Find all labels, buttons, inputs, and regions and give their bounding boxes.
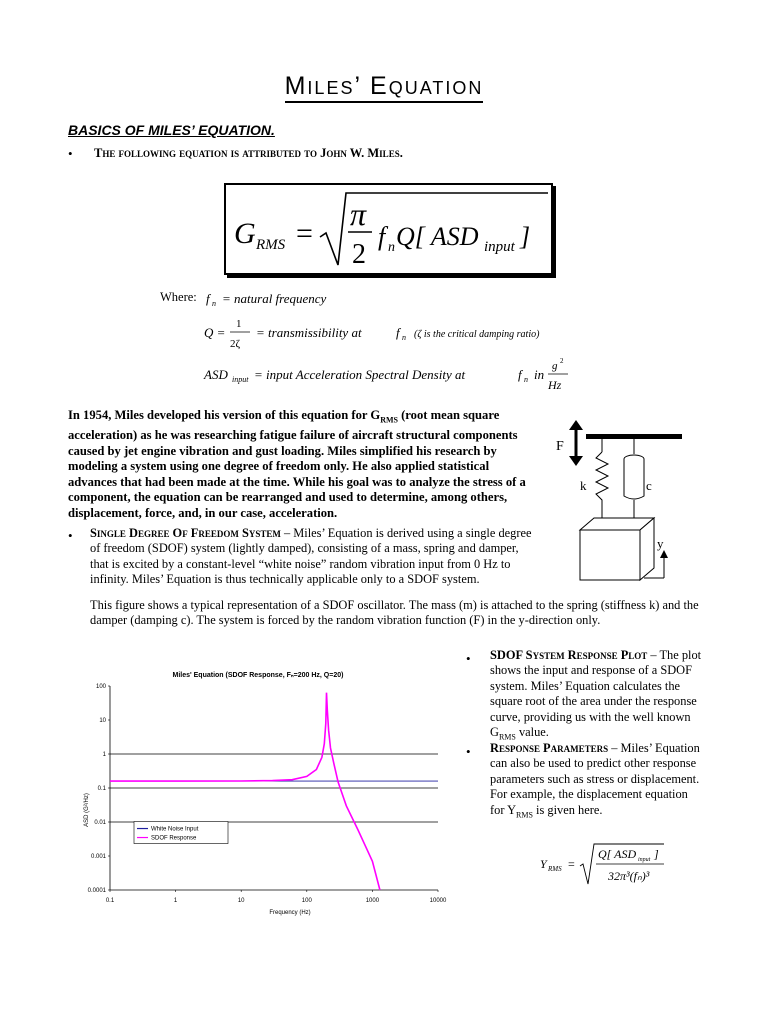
def-q-note: (ζ is the critical damping ratio): [414, 329, 540, 340]
def-asd-text: = input Acceleration Spectral Density at: [254, 367, 466, 382]
y-arrow-icon: [660, 550, 668, 558]
response-plot-body-a: – The plot shows the input and response of a SDOF system. Miles’ Equation calculates the square root of the area under the response curve, providing us with the well known G: [490, 648, 702, 740]
yrms-equation: [540, 840, 670, 890]
response-plot-sub: RMS: [498, 732, 516, 742]
y-tick-label: 0.1: [97, 786, 106, 792]
response-params-bullet: [490, 741, 704, 823]
yrms-equals: =: [568, 857, 575, 871]
sdof-response-chart: [68, 660, 448, 920]
def-asd-in: in: [534, 367, 545, 382]
chart-series: [110, 693, 438, 890]
response-params-body-b: is given here.: [532, 802, 603, 817]
spring-icon: [596, 452, 608, 518]
def-q-symbol: Q =: [204, 325, 226, 340]
bullet-marker: •: [68, 146, 73, 161]
response-plot-heading: SDOF System Response Plot: [490, 648, 648, 662]
section-heading: BASICS OF MILES’ EQUATION.: [68, 122, 275, 138]
paragraph-history-b: (root mean square acceleration) as he was researching fatigue failure of aircraft structural components caused by jet engine vibration and gust loading. Miles simplified his research by modeling a system using one degree of freedom only. He also applied statistical advances that had been made at the time. While his goal was to analyze the stress of a component, the equation can be rearranged and used to determine, among others, displacement, force, and, in our case, acceleration.: [68, 408, 526, 520]
mass-front: [580, 530, 640, 580]
y-tick-label: 1: [102, 752, 106, 758]
sdof-bullet-heading: Single Degree Of Freedom System: [90, 526, 281, 540]
paragraph-history: [68, 408, 530, 521]
series-line-sdof-response: [110, 693, 380, 890]
legend-label: White Noise Input: [151, 826, 199, 833]
y-tick-label: 100: [95, 684, 106, 690]
response-params-heading: Response Parameters: [490, 741, 609, 755]
response-params-sub: RMS: [516, 810, 533, 820]
force-arrow-down-icon: [569, 456, 583, 466]
def-asd-fn: f: [518, 367, 522, 382]
def-fn-text: = natural frequency: [222, 291, 327, 306]
eq-pi: π: [350, 196, 367, 232]
y-axis-label: ASD (G²/Hz): [84, 793, 90, 827]
y-tick-label: 0.001: [90, 854, 106, 860]
miles-equation: [226, 185, 551, 273]
miles-equation-box: [224, 183, 553, 275]
x-tick-label: 10000: [429, 898, 447, 904]
eq-n-sub: n: [388, 240, 395, 255]
eq-close-bracket: ]: [520, 222, 531, 251]
x-tick-label: 0.1: [105, 898, 115, 904]
y-tick-label: 0.0001: [87, 888, 106, 894]
yrms-num-close: ]: [654, 847, 659, 861]
eq-two: 2: [352, 239, 366, 270]
chart-legend: [134, 822, 228, 844]
x-tick-label: 10: [237, 898, 245, 904]
legend-label: SDOF Response: [151, 835, 197, 842]
yrms-num: Q[ ASD: [598, 847, 637, 861]
def-q-num: 1: [236, 318, 242, 330]
yrms-num-sub: input: [638, 857, 651, 863]
response-params-body-a: – Miles’ Equation can also be used to predict other response parameters such as stress or displacement. For example, the displacement equation for Y: [490, 741, 700, 817]
bullet-marker: •: [466, 744, 471, 759]
paragraph-history-sub: RMS: [380, 415, 398, 425]
sdof-bullet-text: [90, 526, 540, 588]
eq-f: f: [378, 222, 386, 251]
eq-g: G: [234, 217, 256, 250]
page-title: [0, 72, 768, 101]
y-tick-label: 10: [99, 718, 106, 724]
eq-rms-sub: RMS: [256, 237, 286, 253]
def-asd-fn-sub: n: [524, 375, 528, 384]
base-plate: [586, 434, 682, 439]
where-label: Where:: [160, 290, 197, 304]
response-plot-bullet: [490, 648, 704, 745]
def-q-fn: f: [396, 325, 400, 340]
paragraph-history-a: In 1954, Miles developed his version of this equation for G: [68, 408, 381, 422]
label-y: y: [657, 536, 664, 551]
def-units-sq: 2: [560, 357, 564, 365]
eq-input-sub: input: [484, 239, 515, 255]
def-q-fn-sub: n: [402, 333, 406, 342]
label-k: k: [580, 478, 587, 493]
def-units-num: g: [552, 360, 558, 372]
bullet-marker: •: [466, 651, 471, 666]
x-axis-label: Frequency (Hz): [269, 910, 311, 916]
eq-q-asd: Q[ ASD: [396, 222, 479, 251]
damper-icon: [624, 459, 644, 499]
x-tick-label: 1: [173, 898, 178, 904]
def-fn-sub: n: [212, 299, 216, 308]
figure-description: This figure shows a typical representation of a SDOF oscillator. The mass (m) is attached to the spring (stiffness k) and the damper (damping c). The system is forced by the random vibration function (F) in the y-direction only.: [90, 598, 699, 628]
x-tick-label: 100: [301, 898, 312, 904]
eq-equals: =: [296, 217, 313, 250]
yrms-lhs-sub: RMS: [548, 865, 562, 873]
label-f: F: [556, 439, 564, 454]
yrms-den: 32π³(fₙ)³: [608, 869, 650, 883]
title-text: Miles’ Equation: [285, 72, 484, 103]
def-units-den: Hz: [548, 378, 562, 392]
intro-bullet-text: The following equation is attributed to John W. Miles.: [94, 146, 403, 160]
y-tick-label: 0.01: [94, 820, 106, 826]
def-q-den: 2ζ: [230, 338, 241, 350]
x-tick-label: 1000: [365, 898, 380, 904]
def-fn-symbol: f: [206, 291, 210, 306]
force-arrow-up-icon: [569, 420, 583, 430]
def-asd-symbol: ASD: [204, 367, 228, 382]
bullet-marker: •: [68, 528, 73, 543]
chart-grid: [110, 686, 438, 890]
where-definitions: [200, 285, 600, 397]
def-q-text: = transmissibility at: [256, 325, 362, 340]
yrms-lhs: Y: [540, 857, 547, 871]
chart-title: Miles' Equation (SDOF Response, Fₙ=200 Hz, Q=20): [172, 672, 344, 679]
response-plot-body-b: value.: [515, 725, 549, 740]
label-c: c: [646, 478, 652, 493]
def-asd-sub: input: [232, 375, 249, 384]
chart-ticks: [88, 684, 447, 904]
sdof-bullet-body: – Miles’ Equation is derived using a single degree of freedom (SDOF) system (lightly damped), consisting of a mass, spring and damper, that is excited by a constant-level “white noise” random vibration input from 0 Hz to infinity. Miles’ Equation is thus technically applicable only to a SDOF system.: [90, 526, 532, 587]
sdof-diagram: [552, 418, 692, 588]
